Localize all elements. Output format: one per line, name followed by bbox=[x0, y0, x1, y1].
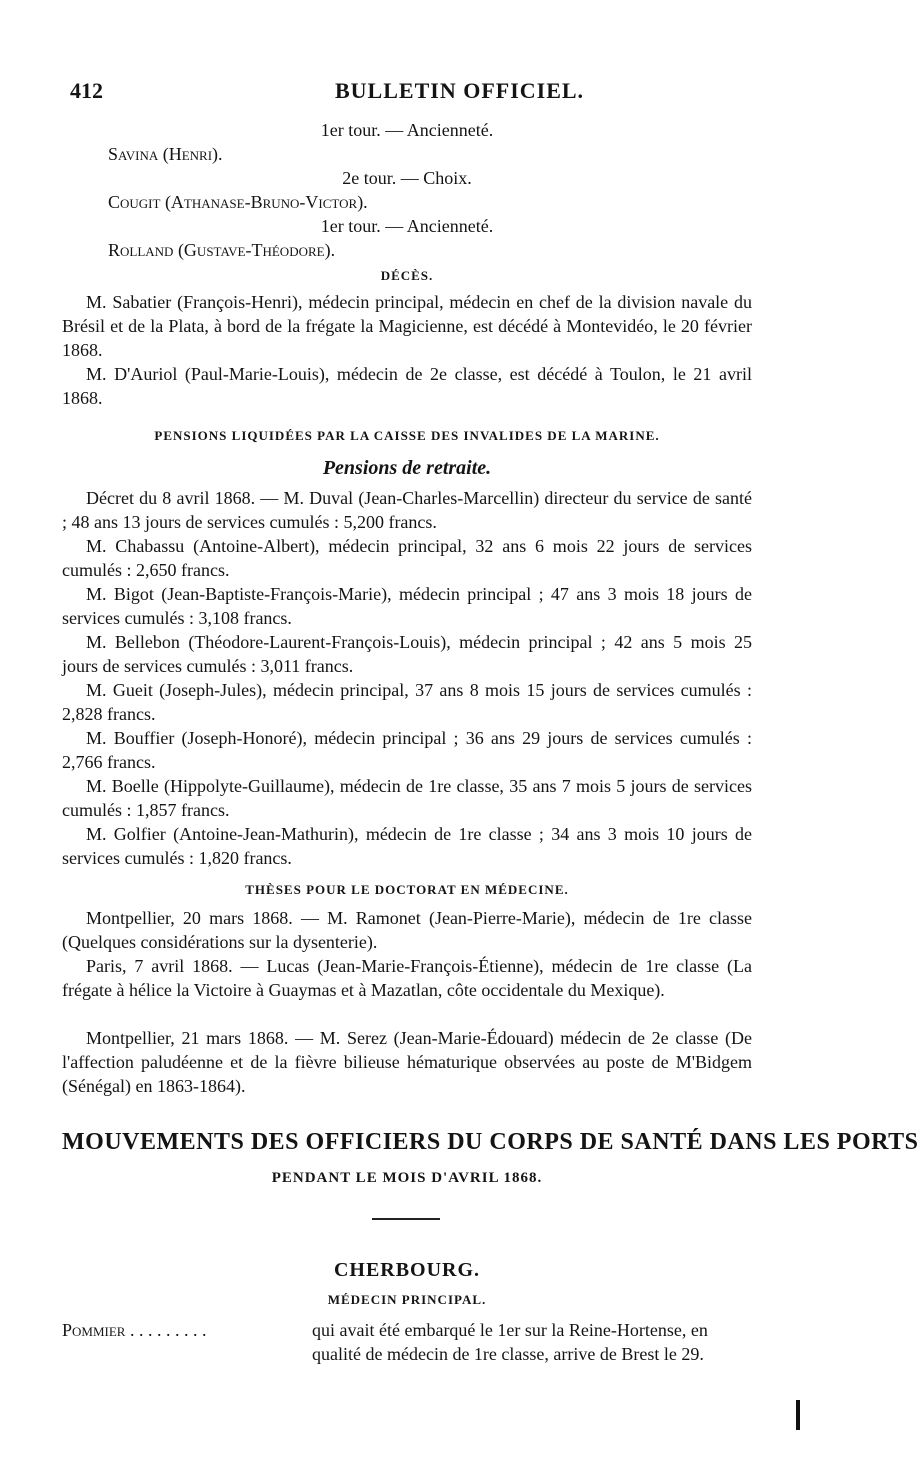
deces-entry-1: M. Sabatier (François-Henri), médecin principal, médecin en chef de la division navale du Brésil et de la Plata, à bord de la frégate la Magicienne, est décédé à Montevidéo, le 20 février 1868. bbox=[62, 292, 752, 360]
these-entry-1: Montpellier, 20 mars 1868. — M. Ramonet (Jean-Pierre-Marie), médecin de 1re classe (Quelques considérations sur la dysenterie). bbox=[62, 908, 752, 952]
promotion-label-1: 1er tour. — Ancienneté. bbox=[320, 120, 494, 140]
movement-text: qui avait été embarqué le 1er sur la Reine-Hortense, en qualité de médecin de 1re classe, arrive de Brest le 29. bbox=[312, 1320, 708, 1364]
running-head: BULLETIN OFFICIEL. bbox=[335, 78, 585, 103]
pensions-subtitle: Pensions de retraite. bbox=[322, 457, 492, 479]
promotion-name-1: Savina (Henri). bbox=[108, 144, 223, 164]
pension-entry-1: Décret du 8 avril 1868. — M. Duval (Jean-Charles-Marcellin) directeur du service de santé ; 48 ans 13 jours de services cumulés : 5,200 francs. bbox=[62, 488, 752, 532]
section-divider bbox=[372, 1218, 440, 1220]
these-entry-2: Paris, 7 avril 1868. — Lucas (Jean-Marie-François-Étienne), médecin de 1re classe (La frégate à hélice la Victoire à Guaymas et à Mazatlan, côte occidentale du Mexique). bbox=[62, 956, 752, 1000]
mouvements-heading: MOUVEMENTS DES OFFICIERS DU CORPS DE SANTÉ DANS LES PORTS bbox=[62, 1129, 918, 1155]
rank-heading: MÉDECIN PRINCIPAL. bbox=[327, 1292, 487, 1307]
page-header bbox=[70, 78, 760, 108]
officer-name: Pommier . . . . . . . . . bbox=[62, 1320, 207, 1340]
pension-entry-4: M. Bellebon (Théodore-Laurent-François-Louis), médecin principal ; 42 ans 5 mois 25 jours de services cumulés : 3,011 francs. bbox=[62, 632, 752, 676]
pensions-heading: PENSIONS LIQUIDÉES PAR LA CAISSE DES INVALIDES DE LA MARINE. bbox=[154, 428, 660, 443]
promotion-label-2: 2e tour. — Choix. bbox=[342, 168, 472, 188]
deces-heading: DÉCÈS. bbox=[380, 268, 434, 283]
pension-entry-8: M. Golfier (Antoine-Jean-Mathurin), médecin de 1re classe ; 34 ans 3 mois 10 jours de services cumulés : 1,820 francs. bbox=[62, 824, 752, 868]
deces-entry-2: M. D'Auriol (Paul-Marie-Louis), médecin de 2e classe, est décédé à Toulon, le 21 avril 1868. bbox=[62, 364, 752, 408]
these-entry-3: Montpellier, 21 mars 1868. — M. Serez (Jean-Marie-Édouard) médecin de 2e classe (De l'affection paludéenne et de la fièvre bilieuse hématurique observées au poste de M'Bidgem (Sénégal) en 1863-1864). bbox=[62, 1028, 752, 1096]
city-heading: CHERBOURG. bbox=[333, 1259, 481, 1281]
pension-entry-7: M. Boelle (Hippolyte-Guillaume), médecin de 1re classe, 35 ans 7 mois 5 jours de services cumulés : 1,857 francs. bbox=[62, 776, 752, 820]
scan-edge-mark bbox=[796, 1400, 800, 1430]
pension-entry-6: M. Bouffier (Joseph-Honoré), médecin principal ; 36 ans 29 jours de services cumulés : 2,766 francs. bbox=[62, 728, 752, 772]
promotion-name-3: Rolland (Gustave-Théodore). bbox=[108, 240, 336, 260]
promotion-name-2: Cougit (Athanase-Bruno-Victor). bbox=[108, 192, 368, 212]
pension-entry-5: M. Gueit (Joseph-Jules), médecin principal, 37 ans 8 mois 15 jours de services cumulés : 2,828 francs. bbox=[62, 680, 752, 724]
pension-entry-3: M. Bigot (Jean-Baptiste-François-Marie), médecin principal ; 47 ans 3 mois 18 jours de services cumulés : 3,108 francs. bbox=[62, 584, 752, 628]
theses-heading: THÈSES POUR LE DOCTORAT EN MÉDECINE. bbox=[245, 882, 569, 897]
mouvements-subheading: PENDANT LE MOIS D'AVRIL 1868. bbox=[271, 1170, 543, 1186]
promotion-label-3: 1er tour. — Ancienneté. bbox=[320, 216, 494, 236]
pension-entry-2: M. Chabassu (Antoine-Albert), médecin principal, 32 ans 6 mois 22 jours de services cumulés : 2,650 francs. bbox=[62, 536, 752, 580]
page-number: 412 bbox=[70, 78, 103, 103]
